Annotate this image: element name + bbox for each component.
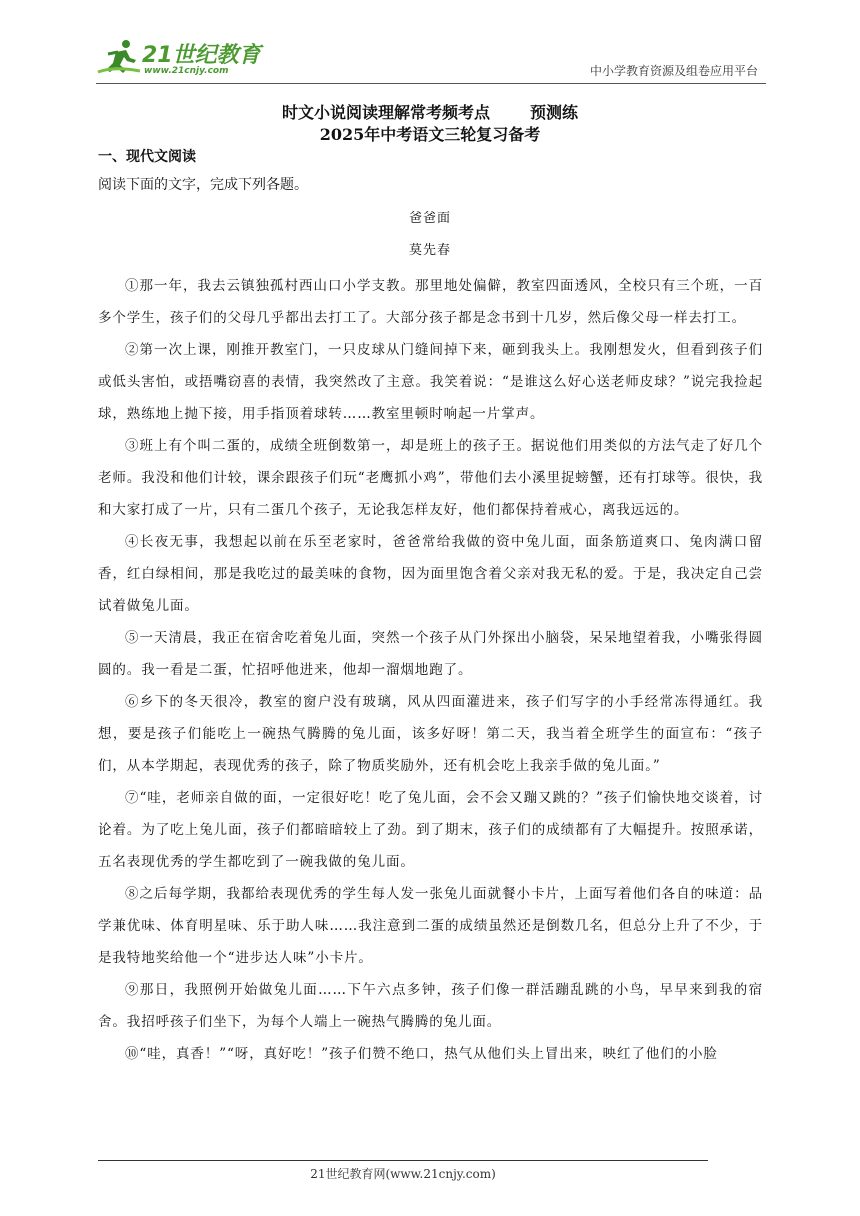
header-divider (96, 83, 766, 84)
paragraph: ⑧之后每学期，我都给表现优秀的学生每人发一张兔儿面就餐小卡片，上面写着他们各自的味道：品学兼优味、体育明星味、乐于助人味……我注意到二蛋的成绩虽然还是倒数几名，但总分上升了不少，于是我特地奖给他一个“进步达人味”小卡片。 (98, 886, 763, 966)
paragraph: ②第一次上课，刚推开教室门，一只皮球从门缝间掉下来，砸到我头上。我刚想发火，但看到孩子们或低头害怕，或捂嘴窃喜的表情，我突然改了主意。我笑着说：“是谁这么好心送老师皮球？”说完我捡起球，熟练地上抛下接，用手指顶着球转……教室里顿时响起一片掌声。 (98, 342, 763, 422)
header-tagline: 中小学教育资源及组卷应用平台 (589, 64, 758, 78)
document-title-line2: 2025年中考语文三轮复习备考 (319, 125, 541, 144)
paragraph: ⑤一天清晨，我正在宿舍吃着兔儿面，突然一个孩子从门外探出小脑袋，呆呆地望着我，小嘴张得圆圆的。我一看是二蛋，忙招呼他进来，他却一溜烟地跑了。 (98, 630, 763, 678)
logo (96, 36, 266, 80)
logo-text: 21世纪教育 (142, 43, 261, 68)
paragraph: ⑩“哇，真香！”“呀，真好吃！”孩子们赞不绝口，热气从他们头上冒出来，映红了他们的小脸 (125, 1046, 718, 1062)
paragraph: ⑥乡下的冬天很冷，教室的窗户没有玻璃，风从四面灌进来，孩子们写字的小手经常冻得通红。我想，要是孩子们能吃上一碗热气腾腾的兔儿面，该多好呀！第二天，我当着全班学生的面宣布：“孩子们，从本学期起，表现优秀的孩子，除了物质奖励外，还有机会吃上我亲手做的兔儿面。” (98, 694, 763, 774)
page-header (96, 36, 766, 84)
instruction-text: 阅读下面的文字，完成下列各题。 (98, 177, 308, 193)
story-title: 爸爸面 (408, 211, 451, 226)
footer-divider (98, 1160, 708, 1161)
title-main: 时文小说阅读理解常考频考点 (281, 103, 490, 122)
story-body (98, 270, 763, 1070)
footer-text: 21世纪教育网(www.21cnjy.com) (310, 1167, 496, 1181)
section-heading: 一、现代文阅读 (98, 149, 196, 165)
paragraph: ⑦“哇，老师亲自做的面，一定很好吃！吃了兔儿面，会不会又蹦又跳的？”孩子们愉快地交谈着，讨论着。为了吃上兔儿面，孩子们都暗暗较上了劲。到了期末，孩子们的成绩都有了大幅提升。按照承诺，五名表现优秀的学生都吃到了一碗我做的兔儿面。 (98, 790, 763, 870)
paragraph: ⑨那日，我照例开始做兔儿面……下午六点多钟，孩子们像一群活蹦乱跳的小鸟，早早来到我的宿舍。我招呼孩子们坐下，为每个人端上一碗热气腾腾的兔儿面。 (98, 982, 763, 1030)
paragraph: ③班上有个叫二蛋的，成绩全班倒数第一，却是班上的孩子王。据说他们用类似的方法气走了好几个老师。我没和他们计较，课余跟孩子们玩“老鹰抓小鸡”，带他们去小溪里捉螃蟹，还有打球等。很快，我和大家打成了一片，只有二蛋几个孩子，无论我怎样友好，他们都保持着戒心，离我远远的。 (98, 438, 763, 518)
page-footer (98, 1160, 763, 1182)
story-author: 莫先春 (408, 243, 451, 258)
title-suffix: 预测练 (530, 103, 579, 122)
logo-url: www.21cnjy.com (144, 66, 229, 76)
paragraph: ④长夜无事，我想起以前在乐至老家时，爸爸常给我做的资中兔儿面，面条筋道爽口、兔肉满口留香，红白绿相间，那是我吃过的最美味的食物，因为面里饱含着父亲对我无私的爱。于是，我决定自己尝试着做兔儿面。 (98, 534, 763, 614)
runner-logo-icon (96, 38, 142, 78)
paragraph: ①那一年，我去云镇独孤村西山口小学支教。那里地处偏僻，教室四面透风，全校只有三个班，一百多个学生，孩子们的父母几乎都出去打工了。大部分孩子都是念书到十几岁，然后像父母一样去打工。 (98, 278, 763, 326)
document-title-line1 (0, 100, 860, 123)
